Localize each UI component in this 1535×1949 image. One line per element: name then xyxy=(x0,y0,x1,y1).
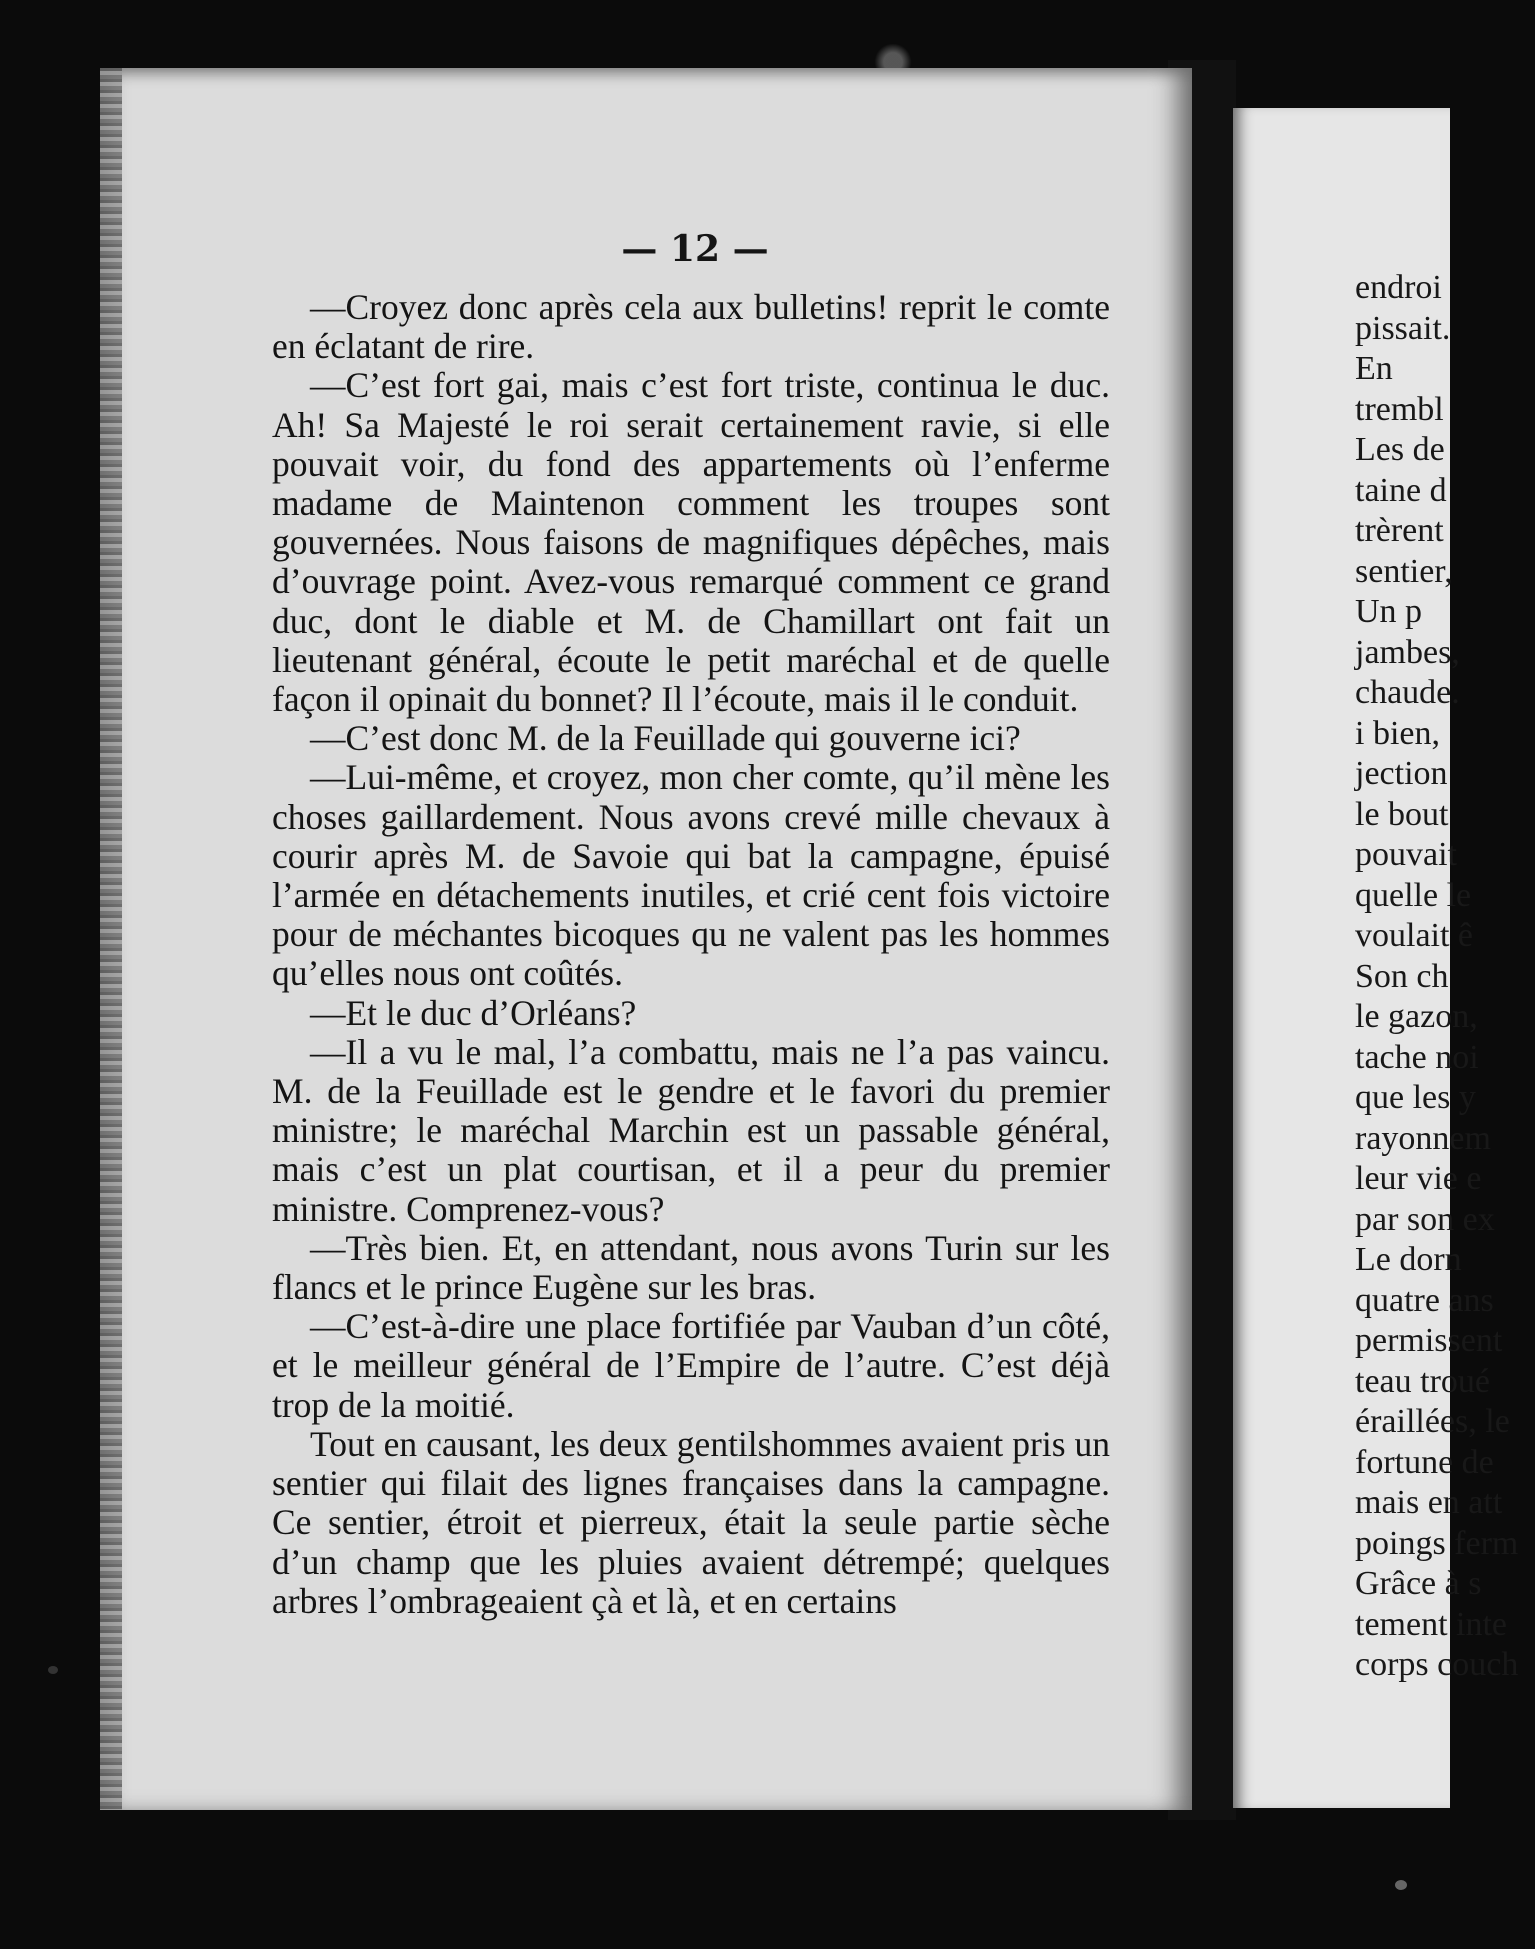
text-line: permissent xyxy=(1355,1322,1503,1359)
text-line: que les y xyxy=(1355,1079,1476,1116)
right-page-text xyxy=(1355,268,1535,1686)
text-line: éraillées, le xyxy=(1355,1403,1510,1440)
paragraph: —Il a vu le mal, l’a combattu, mais ne l’a pas vaincu. M. de la Feuillade est le gendre et le favori du premier ministre; le maréchal Marchin est un passable général, mais c’est un plat courtisan, et il a peur du premier ministre. Comprenez-vous? xyxy=(272,1031,1110,1229)
text-line: Le dorn xyxy=(1355,1241,1462,1278)
text-line: Un p xyxy=(1355,593,1423,630)
text-line: tement inte xyxy=(1355,1605,1508,1643)
text-line: fortune de xyxy=(1355,1443,1494,1481)
text-line: corps couch xyxy=(1355,1646,1519,1683)
text-line: teau troué xyxy=(1355,1362,1490,1400)
text-line: trèrent xyxy=(1355,512,1444,549)
page-edge xyxy=(100,68,122,1810)
text-line: chaude. xyxy=(1355,674,1460,711)
paragraph: —C’est-à-dire une place fortifiée par Vauban d’un côté, et le meilleur général de l’Empire de l’autre. C’est déjà trop de la moitié. xyxy=(272,1306,1110,1425)
text-line: le bout xyxy=(1355,795,1449,833)
text-line: Son ch xyxy=(1355,957,1449,995)
text-line: sentier, xyxy=(1355,552,1453,590)
text-line: rayonnem xyxy=(1355,1119,1491,1157)
paragraph: —Croyez donc après cela aux bulletins! reprit le comte en éclatant de rire. xyxy=(272,287,1110,367)
text-line: tache noi xyxy=(1355,1038,1479,1076)
paragraph: —C’est fort gai, mais c’est fort triste, continua le duc. Ah! Sa Majesté le roi serait certainement ravie, si elle pouvait voir, du fond des appartements où l’enferme madame de Maintenon comment les troupes sont gouvernées. Nous faisons de magnifiques dépêches, mais d’ouvrage point. Avez-vous remarqué comment ce grand duc, dont le diable et M. de Chamillart ont fait un lieutenant général, écoute le petit maréchal et de quelle façon il opinait du bonnet? Il l’écoute, mais il le conduit. xyxy=(272,365,1110,720)
paragraph: Tout en causant, les deux gentilshommes avaient pris un sentier qui filait des lignes françaises dans la campagne. Ce sentier, étroit et pierreux, était la seule partie sèche d’un champ que les pluies avaient détrempé; quelques arbres l’ombrageaient çà et là, et en certains xyxy=(272,1423,1110,1621)
scan-speck xyxy=(48,1666,58,1674)
text-line: par son ex xyxy=(1355,1200,1495,1238)
text-line: Grâce à s xyxy=(1355,1565,1482,1602)
text-line: jection xyxy=(1355,755,1448,792)
page-number: — 12 — xyxy=(621,228,769,270)
paragraph: —Lui-même, et croyez, mon cher comte, qu’il mène les choses gaillardement. Nous avons crevé mille chevaux à courir après M. de Savoie qui bat la campagne, épuisé l’armée en détachements inutiles, et crié cent fois victoire pour de méchantes bicoques qu ne valent pas les hommes qu’elles nous ont coûtés. xyxy=(272,757,1110,994)
text-line: pouvait xyxy=(1355,836,1457,873)
text-line: En xyxy=(1355,350,1393,387)
text-line: quelle le xyxy=(1355,876,1472,914)
text-line: leur vie e xyxy=(1355,1160,1482,1197)
text-line: quatre ans xyxy=(1355,1281,1494,1319)
text-line: i bien, xyxy=(1355,714,1440,752)
text-line: mais en att xyxy=(1355,1484,1503,1521)
text-line: jambes, xyxy=(1355,633,1460,671)
paragraph: —Très bien. Et, en attendant, nous avons Turin sur les flancs et le prince Eugène sur les bras. xyxy=(272,1227,1110,1308)
text-line: Les de xyxy=(1355,431,1445,468)
text-line: taine d xyxy=(1355,471,1447,509)
scan-speck xyxy=(1395,1880,1407,1890)
text-line: pissait. xyxy=(1355,309,1451,347)
paragraph: —Et le duc d’Orléans? xyxy=(310,992,637,1033)
text-line: voulait ê xyxy=(1355,917,1474,954)
text-line: poings ferm xyxy=(1355,1524,1519,1562)
left-page-text xyxy=(272,288,1110,1621)
text-line: trembl xyxy=(1355,390,1444,428)
text-line: le gazon, xyxy=(1355,998,1478,1035)
paragraph: —C’est donc M. de la Feuillade qui gouverne ici? xyxy=(310,718,1021,759)
text-line: endroi xyxy=(1355,269,1442,306)
